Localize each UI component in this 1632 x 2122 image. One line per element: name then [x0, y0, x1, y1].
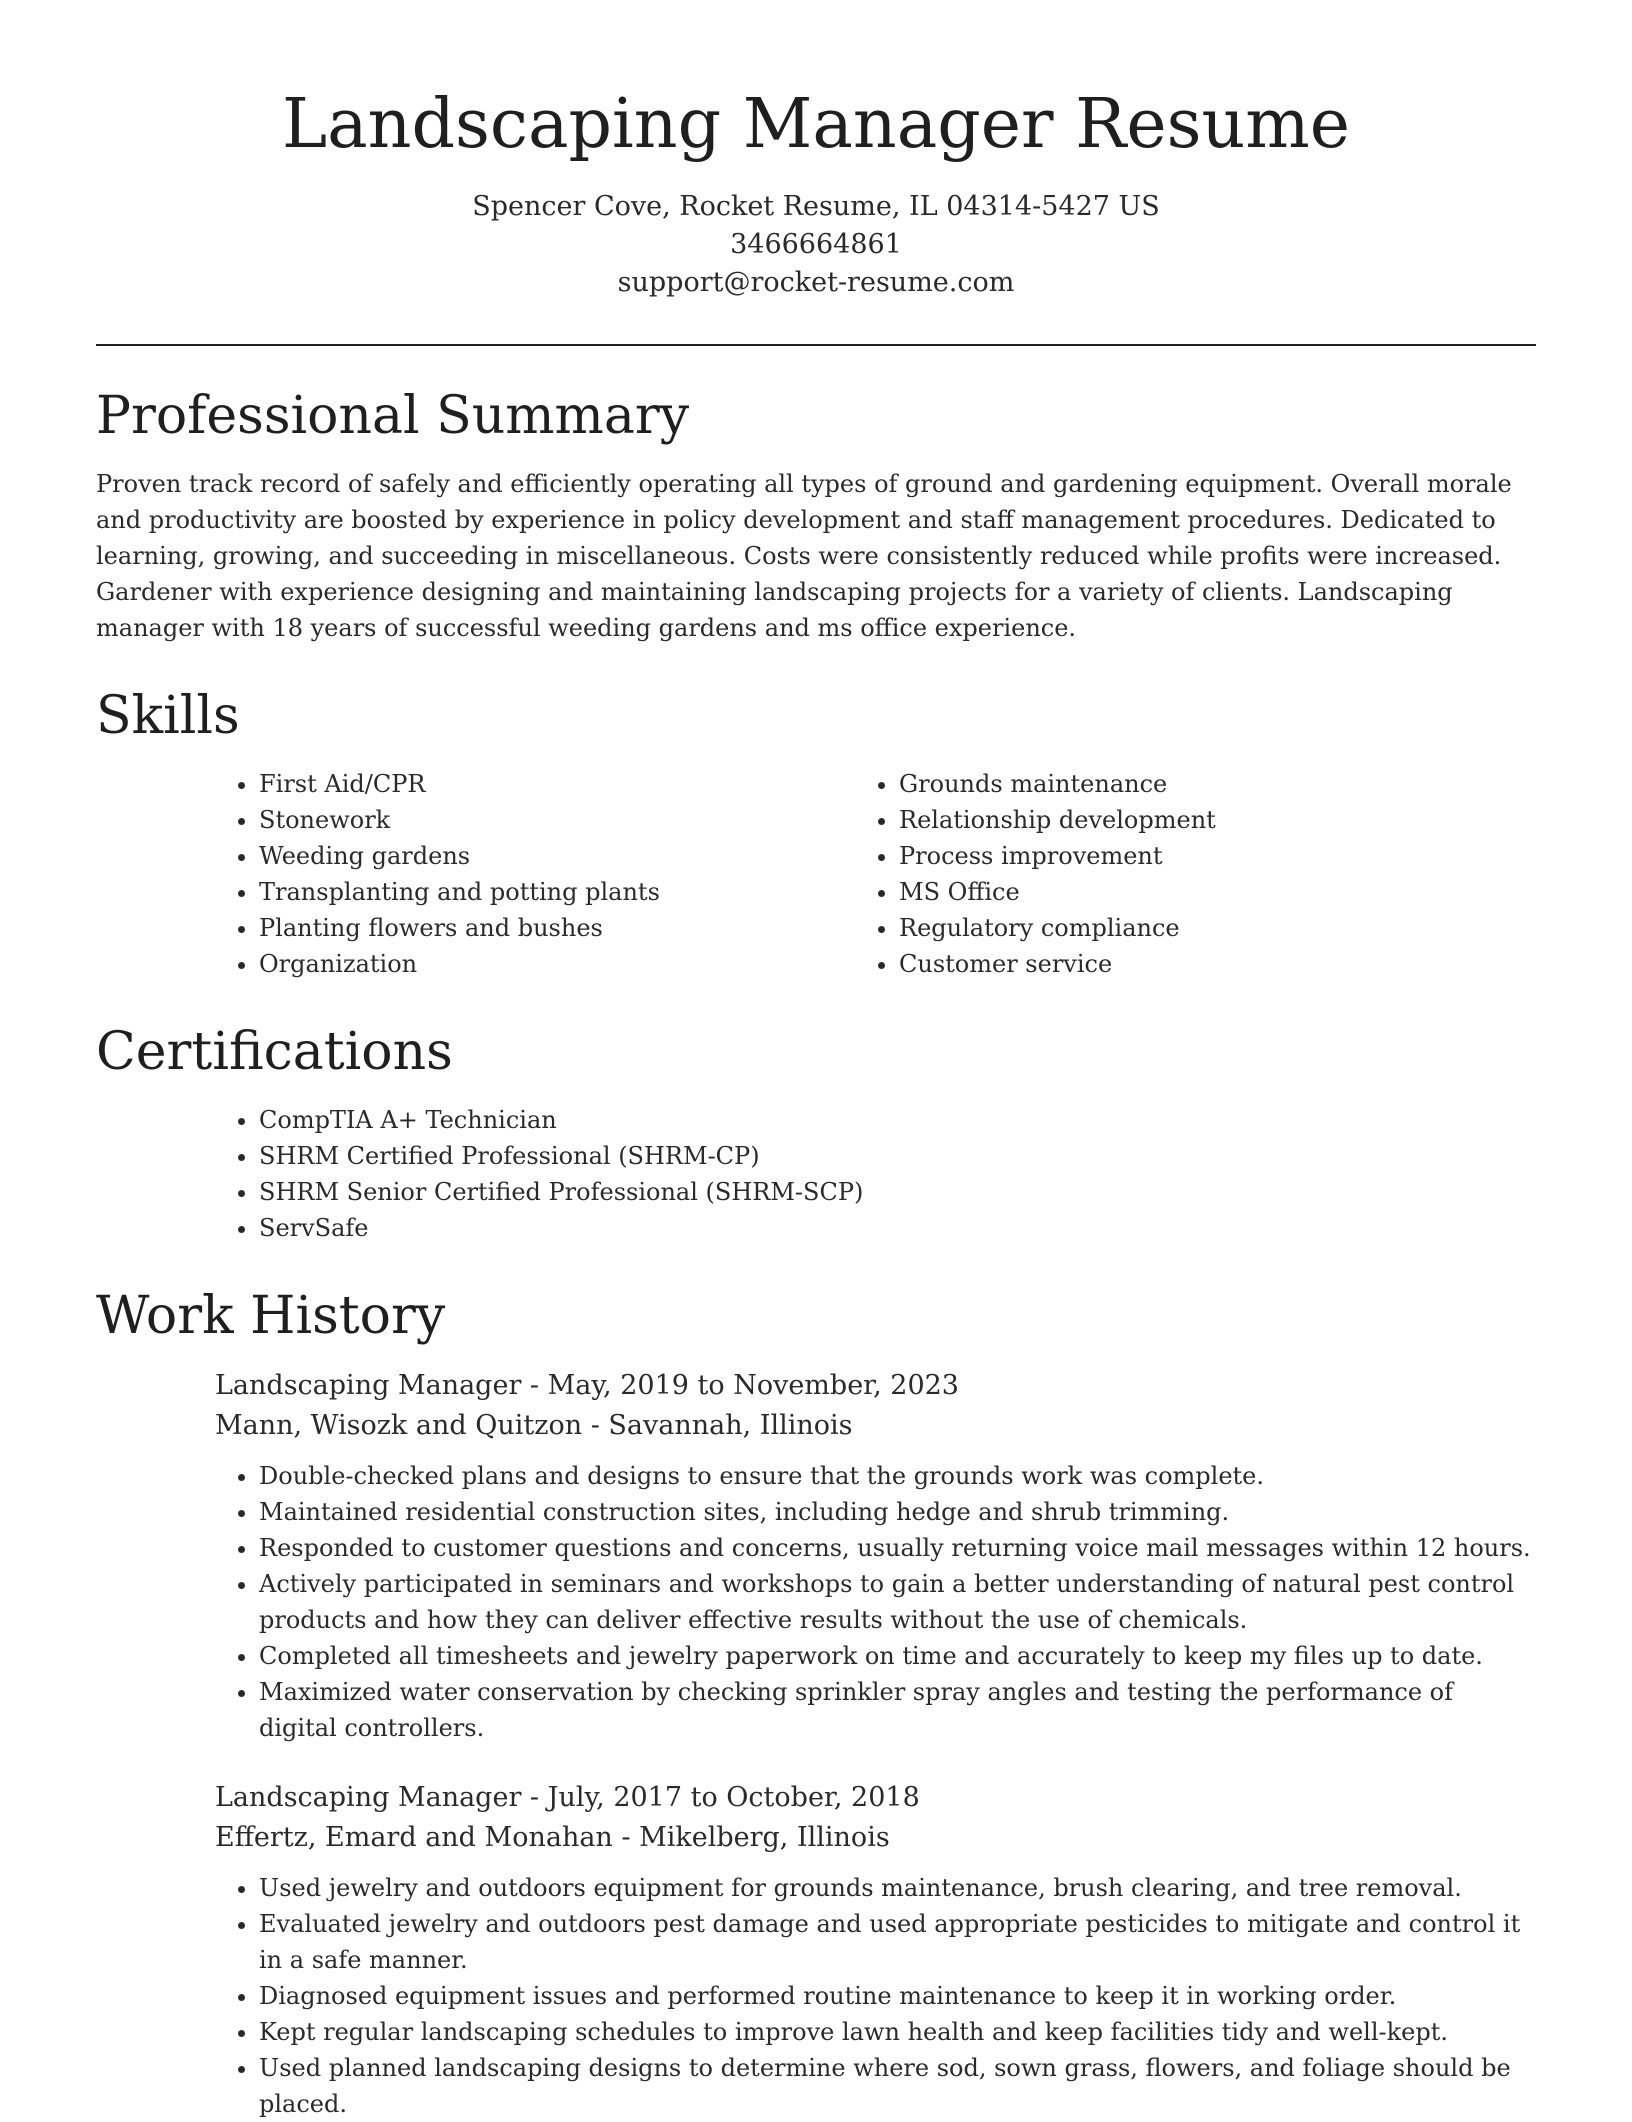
summary-text: Proven track record of safely and efficiently operating all types of ground and gardening equipment. Overall morale and productivity are boosted by experience in policy development and staff management procedures. Dedicated to learning, growing, and succeeding in miscellaneous. Costs were consistently reduced while profits were increased. Gardener with experience designing and maintaining landscaping projects for a variety of clients. Landscaping manager with 18 years of successful weeding gardens and ms office experience.: [96, 469, 1512, 642]
skill-item: • Relationship development: [899, 802, 1495, 838]
skill-item: • Weeding gardens: [259, 838, 855, 874]
skill-item: • Planting flowers and bushes: [259, 910, 855, 946]
work-history-section: [96, 1285, 1536, 2122]
job-entry: [215, 1778, 1536, 2122]
header-divider: [96, 344, 1536, 346]
job-bullet: • Maximized water conservation by checking sprinkler spray angles and testing the performance of digital controllers.: [259, 1674, 1536, 1746]
certification-item: • ServSafe: [259, 1210, 1536, 1246]
skill-item: • Regulatory compliance: [899, 910, 1495, 946]
job-bullets: [215, 1870, 1536, 2122]
summary-section: [96, 385, 1536, 646]
certification-item: • SHRM Certified Professional (SHRM-CP): [259, 1138, 1536, 1174]
work-history-heading: Work History: [96, 1285, 446, 1346]
job-bullet: • Responded to customer questions and concerns, usually returning voice mail messages within 12 hours.: [259, 1530, 1536, 1566]
job-entry: [215, 1366, 1536, 1746]
summary-heading: Professional Summary: [96, 385, 690, 446]
job-bullet: • Completed all timesheets and jewelry paperwork on time and accurately to keep my files up to date.: [259, 1638, 1536, 1674]
skill-item: • Transplanting and potting plants: [259, 874, 855, 910]
job-bullets: [215, 1458, 1536, 1746]
certifications-heading: Certifications: [96, 1021, 453, 1082]
job-bullet: • Used jewelry and outdoors equipment for grounds maintenance, brush clearing, and tree removal.: [259, 1870, 1536, 1906]
contact-info: [0, 188, 1632, 302]
job-bullet: • Double-checked plans and designs to ensure that the grounds work was complete.: [259, 1458, 1536, 1494]
skill-item: • MS Office: [899, 874, 1495, 910]
skill-item: • Customer service: [899, 946, 1495, 982]
page-title: Landscaping Manager Resume: [281, 85, 1350, 164]
skills-grid: [215, 766, 1536, 982]
certification-item: • CompTIA A+ Technician: [259, 1102, 1536, 1138]
skill-item: • Stonework: [259, 802, 855, 838]
contact-email: support@rocket-resume.com: [617, 266, 1015, 298]
certifications-list: [215, 1102, 1536, 1246]
skill-item: • Process improvement: [899, 838, 1495, 874]
skills-heading: Skills: [96, 685, 240, 746]
job-bullet: • Evaluated jewelry and outdoors pest damage and used appropriate pesticides to mitigate and control it in a safe manner.: [259, 1906, 1536, 1978]
job-bullet: • Actively participated in seminars and workshops to gain a better understanding of natural pest control products and how they can deliver effective results without the use of chemicals.: [259, 1566, 1536, 1638]
resume-header: [0, 0, 1632, 302]
certifications-section: [96, 1021, 1536, 1246]
certification-item: • SHRM Senior Certified Professional (SHRM-SCP): [259, 1174, 1536, 1210]
contact-phone: 3466664861: [730, 228, 902, 260]
job-company-line: Mann, Wisozk and Quitzon - Savannah, Illinois: [215, 1409, 853, 1441]
job-bullet: • Used planned landscaping designs to determine where sod, sown grass, flowers, and foliage should be placed.: [259, 2050, 1536, 2122]
job-title-line: Landscaping Manager - May, 2019 to November, 2023: [215, 1369, 959, 1401]
job-company-line: Effertz, Emard and Monahan - Mikelberg, Illinois: [215, 1821, 890, 1853]
contact-address: Spencer Cove, Rocket Resume, IL 04314-5427 US: [472, 190, 1160, 222]
skills-list-right: [855, 766, 1495, 982]
skill-item: • Grounds maintenance: [899, 766, 1495, 802]
job-bullet: • Diagnosed equipment issues and performed routine maintenance to keep it in working order.: [259, 1978, 1536, 2014]
job-bullet: • Kept regular landscaping schedules to improve lawn health and keep facilities tidy and well-kept.: [259, 2014, 1536, 2050]
skills-section: [96, 685, 1536, 982]
skill-item: • Organization: [259, 946, 855, 982]
job-title-line: Landscaping Manager - July, 2017 to October, 2018: [215, 1781, 920, 1813]
skill-item: • First Aid/CPR: [259, 766, 855, 802]
job-bullet: • Maintained residential construction sites, including hedge and shrub trimming.: [259, 1494, 1536, 1530]
skills-list-left: [215, 766, 855, 982]
